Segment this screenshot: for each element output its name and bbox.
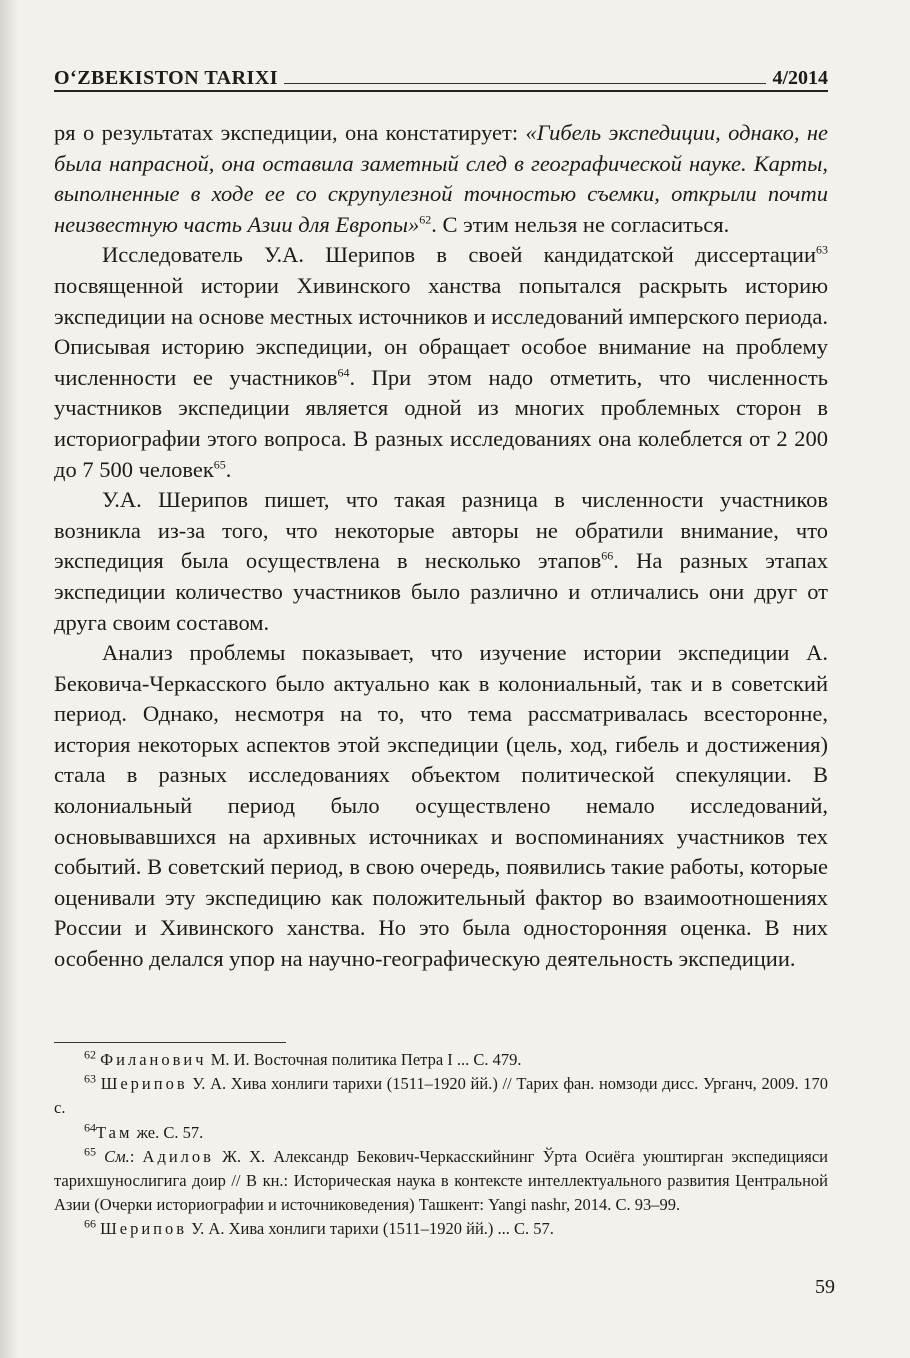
paragraph-text: посвященной истории Хивинского ханства попытался раскрыть историю экспедиции на основе местных источников и исследований имперского периода. Описывая историю экспедиции, он обращает особое внимание на проблему численности ее участников (54, 272, 828, 390)
paragraph-2 (54, 240, 828, 485)
footnote-text: Ж. Х. Александр Бекович-Черкасскийнинг Ўрта Осиёга уюштирган экспедицияси тарихшунослигига доир // В кн.: Историческая наука в контексте интеллектуального развития Центральной Азии (Очерки историографии и источниковедения) Ташкент: Yangi nashr, 2014. С. 93–99. (54, 1146, 828, 1215)
footnote-64 (54, 1121, 828, 1145)
footnote-ref-63: 63 (816, 242, 828, 257)
footnote-65 (54, 1145, 828, 1218)
paragraph-text: У.А. Шерипов пишет, что такая разница в численности участников возникла из-за того, что некоторые авторы не обратили внимание, что экспедиция была осуществлена в несколько этапов (54, 487, 828, 574)
footnote-ref-66: 66 (601, 548, 614, 563)
footnote-ref-62: 62 (419, 212, 432, 227)
footnote-ref-64: 64 (337, 365, 350, 380)
paragraph-text: . На разных этапах экспедиции количество участников было различно и отличались они друг от друга своим составом. (54, 548, 828, 635)
footnote-text: У. А. Хива хонлиги тарихи (1511–1920 йй.) ... С. 57. (187, 1219, 554, 1239)
paragraph-1 (54, 118, 828, 240)
footnote-ref-65: 65 (213, 457, 226, 472)
footnote-author: Адилов (142, 1146, 214, 1166)
quotation: «Гибель экспедиции, однако, не была напрасной, она оставила заметный след в географической науке. Карты, выполненные в ходе ее со скрупулезной точностью съемки, открыли почти неизвестную часть Азии для Европы» (54, 120, 828, 237)
footnote-author: Шерипов (100, 1074, 188, 1094)
journal-title: O‘ZBEKISTON TARIXI (54, 67, 279, 89)
footnote-number: 63 (84, 1071, 96, 1086)
page-edge-shadow (0, 0, 18, 1358)
footnote-text: У. А. Хива хонлиги тарихи (1511–1920 йй.) // Тарих фан. номзоди дисс. Урганч, 2009. 170 с. (54, 1074, 829, 1118)
paragraph-text: . (225, 456, 232, 482)
paragraph-text: . С этим нельзя не согласиться. (431, 211, 730, 237)
footnote-62 (54, 1048, 828, 1072)
footnote-63 (54, 1072, 828, 1120)
paragraph-text: Исследователь У.А. Шерипов в своей кандидатской диссертации (102, 242, 816, 268)
footnote-number: 64 (84, 1120, 96, 1135)
page-number: 59 (815, 1276, 835, 1298)
paragraph-3 (54, 485, 828, 638)
footnotes (54, 1048, 828, 1242)
footnote-number: 66 (84, 1216, 96, 1231)
footnote-author: Там (96, 1122, 133, 1142)
footnote-author: Филанович (100, 1050, 207, 1069)
footnote-66 (54, 1217, 828, 1241)
footnote-text: : (129, 1146, 143, 1166)
footnote-number: 65 (84, 1144, 96, 1159)
header-rule (284, 83, 766, 84)
footnote-separator (54, 1042, 286, 1043)
issue-number: 4/2014 (772, 67, 828, 89)
footnote-see-prefix: См. (104, 1146, 130, 1166)
article-body (54, 118, 828, 975)
footnote-number: 62 (84, 1047, 96, 1062)
paragraph-text: ря о результатах экспедиции, она констатирует: (54, 120, 526, 145)
running-header (54, 62, 828, 92)
footnote-author: Шерипов (100, 1219, 188, 1239)
paragraph-text: . При этом надо отметить, что численность участников экспедиции является одной из многих проблемных сторон в историографии этого вопроса. В разных исследованиях она колеблется от 2 200 до 7 500 человек (54, 364, 828, 482)
paragraph-4: Анализ проблемы показывает, что изучение истории экспедиции А. Бековича-Черкасского было актуально как в колониальный, так и в советский период. Однако, несмотря на то, что тема рассматривалась всесторонне, история некоторых аспектов этой экспедиции (цель, ход, гибель и достижения) стала в разных исследованиях объектом политической спекуляции. В колониальный период было осуществлено немало исследований, основывавшихся на архивных источниках и воспоминаниях участников тех событий. В советский период, в свою очередь, появились такие работы, которые оценивали эту экспедицию как положительный фактор во взаимоотношениях России и Хивинского ханства. Но это была односторонняя оценка. В них особенно делался упор на научно-географическую деятельность экспедиции. (54, 640, 828, 972)
footnote-text: же. С. 57. (132, 1122, 204, 1142)
footnote-text: М. И. Восточная политика Петра I ... С. 479. (206, 1050, 522, 1069)
